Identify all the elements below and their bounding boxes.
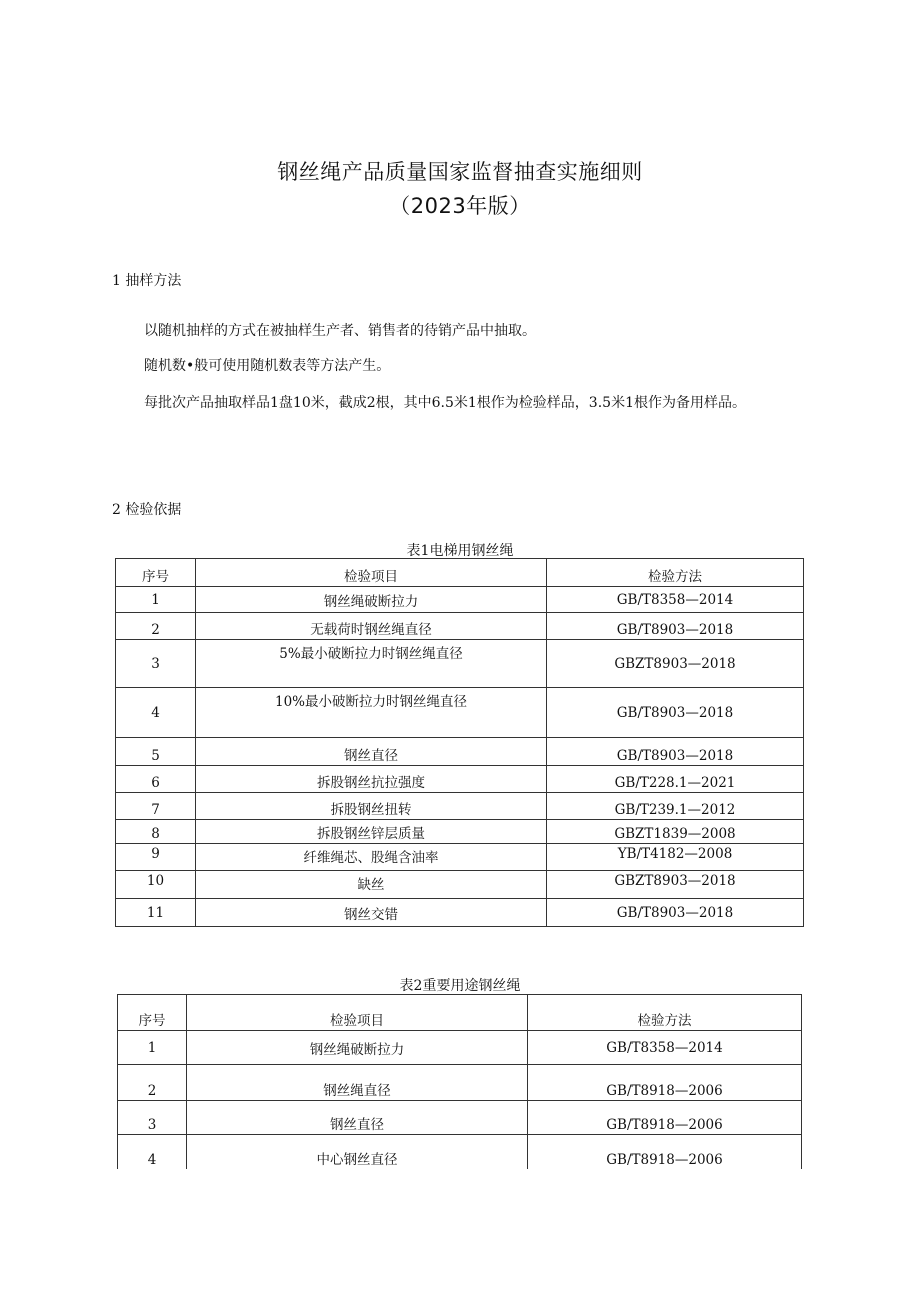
cell-index: 3 bbox=[116, 640, 196, 688]
cell-method: GB/T8918—2006 bbox=[528, 1101, 802, 1135]
cell-item: 钢丝直径 bbox=[187, 1101, 528, 1135]
table-row bbox=[116, 820, 804, 844]
table-row bbox=[116, 613, 804, 640]
cell-method: GB/T8358—2014 bbox=[528, 1031, 802, 1065]
cell-index: 2 bbox=[116, 613, 196, 640]
cell-index: 2 bbox=[118, 1065, 187, 1101]
table-row bbox=[116, 766, 804, 793]
cell-method: GB/T8918—2006 bbox=[528, 1065, 802, 1101]
table1-caption: 表1电梯用钢丝绳 bbox=[406, 543, 514, 559]
paragraph: 以随机抽样的方式在被抽样生产者、销售者的待销产品中抽取。 bbox=[144, 323, 536, 339]
cell-item: 拆股钢丝扭转 bbox=[196, 793, 547, 820]
table-row bbox=[116, 587, 804, 613]
paragraph: 随机数•般可使用随机数表等方法产生。 bbox=[144, 358, 391, 374]
table-row bbox=[116, 871, 804, 899]
table-row bbox=[118, 1065, 802, 1101]
cell-index: 10 bbox=[116, 871, 196, 899]
table-row bbox=[118, 1031, 802, 1065]
document-title: 钢丝绳产品质量国家监督抽查实施细则 bbox=[277, 160, 643, 184]
table-header-row bbox=[118, 995, 802, 1031]
cell-item: 钢丝绳破断拉力 bbox=[196, 587, 547, 613]
cell-item: 缺丝 bbox=[196, 871, 547, 899]
cell-item: 无载荷时钢丝绳直径 bbox=[196, 613, 547, 640]
cell-index: 7 bbox=[116, 793, 196, 820]
cell-method: GB/T8903—2018 bbox=[547, 613, 804, 640]
cell-index: 1 bbox=[116, 587, 196, 613]
cell-index: 8 bbox=[116, 820, 196, 844]
inspection-table-important-use bbox=[117, 994, 802, 1169]
cell-item: 钢丝直径 bbox=[196, 738, 547, 766]
document-subtitle: （2023年版） bbox=[389, 194, 531, 218]
cell-method: GB/T8358—2014 bbox=[547, 587, 804, 613]
cell-index: 6 bbox=[116, 766, 196, 793]
table-row bbox=[118, 1101, 802, 1135]
table-row bbox=[118, 1135, 802, 1169]
cell-index: 11 bbox=[116, 899, 196, 927]
cell-method: GB/T8903—2018 bbox=[547, 738, 804, 766]
cell-method: GB/T8903—2018 bbox=[547, 688, 804, 738]
cell-item: 拆股钢丝锌层质量 bbox=[196, 820, 547, 844]
cell-index: 9 bbox=[116, 844, 196, 871]
cell-method: GB/T8903—2018 bbox=[547, 899, 804, 927]
col-header-index: 序号 bbox=[118, 995, 187, 1031]
table-row bbox=[116, 793, 804, 820]
col-header-item: 检验项目 bbox=[187, 995, 528, 1031]
inspection-table-elevator bbox=[115, 558, 804, 927]
table-row bbox=[116, 640, 804, 688]
cell-method: GBZT8903—2018 bbox=[547, 871, 804, 899]
cell-item: 中心钢丝直径 bbox=[187, 1135, 528, 1169]
table-row bbox=[116, 844, 804, 871]
paragraph: 每批次产品抽取样品1盘10米，截成2根，其中6.5米1根作为检验样品，3.5米1根作为备用样品。 bbox=[144, 395, 746, 411]
cell-index: 3 bbox=[118, 1101, 187, 1135]
cell-item: 5%最小破断拉力时钢丝绳直径 bbox=[196, 640, 547, 688]
cell-index: 4 bbox=[116, 688, 196, 738]
col-header-item: 检验项目 bbox=[196, 559, 547, 587]
table-row bbox=[116, 899, 804, 927]
cell-item: 钢丝绳直径 bbox=[187, 1065, 528, 1101]
cell-index: 1 bbox=[118, 1031, 187, 1065]
cell-item: 钢丝绳破断拉力 bbox=[187, 1031, 528, 1065]
section-heading-sampling: 1 抽样方法 bbox=[112, 273, 182, 289]
cell-item: 拆股钢丝抗拉强度 bbox=[196, 766, 547, 793]
cell-item: 钢丝交错 bbox=[196, 899, 547, 927]
cell-index: 4 bbox=[118, 1135, 187, 1169]
col-header-method: 检验方法 bbox=[528, 995, 802, 1031]
cell-method: GBZT1839—2008 bbox=[547, 820, 804, 844]
cell-method: GB/T228.1—2021 bbox=[547, 766, 804, 793]
section-heading-basis: 2 检验依据 bbox=[112, 502, 182, 518]
cell-item: 纤维绳芯、股绳含油率 bbox=[196, 844, 547, 871]
cell-method: YB/T4182—2008 bbox=[547, 844, 804, 871]
cell-item: 10%最小破断拉力时钢丝绳直径 bbox=[196, 688, 547, 738]
table-row bbox=[116, 688, 804, 738]
table-row bbox=[116, 738, 804, 766]
cell-method: GB/T239.1—2012 bbox=[547, 793, 804, 820]
cell-index: 5 bbox=[116, 738, 196, 766]
cell-method: GB/T8918—2006 bbox=[528, 1135, 802, 1169]
col-header-method: 检验方法 bbox=[547, 559, 804, 587]
table2-caption: 表2重要用途钢丝绳 bbox=[399, 978, 521, 994]
col-header-index: 序号 bbox=[116, 559, 196, 587]
table-header-row bbox=[116, 559, 804, 587]
cell-method: GBZT8903—2018 bbox=[547, 640, 804, 688]
